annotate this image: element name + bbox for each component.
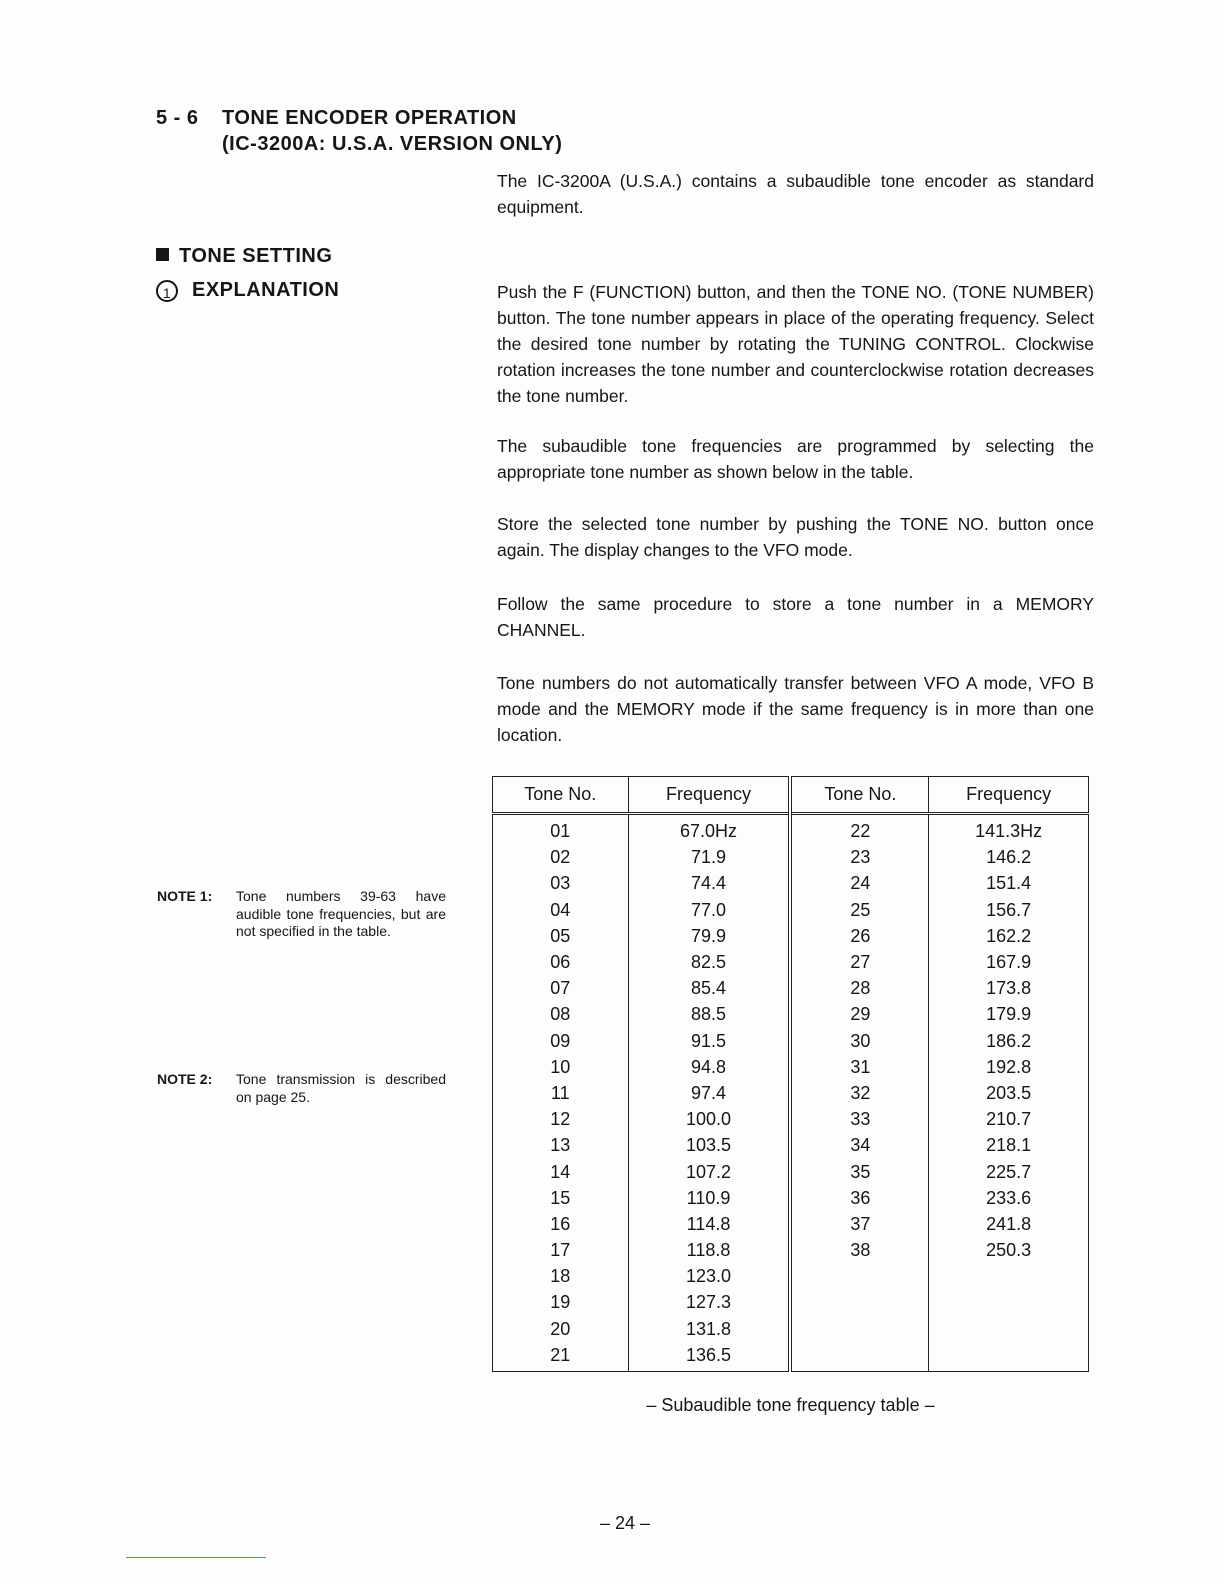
- section-number: 5 - 6: [156, 107, 199, 129]
- frequency-cell: 114.8: [628, 1211, 790, 1237]
- frequency-cell: 97.4: [628, 1080, 790, 1106]
- frequency-cell: 141.3Hz: [929, 814, 1089, 845]
- circled-number-icon: 1: [156, 280, 178, 302]
- frequency-cell: 85.4: [628, 975, 790, 1001]
- frequency-cell: 225.7: [929, 1158, 1089, 1184]
- frequency-cell: 71.9: [628, 844, 790, 870]
- footer-rule: [126, 1557, 266, 1558]
- paragraph-5: Tone numbers do not automatically transfer between VFO A mode, VFO B mode and the MEMORY mode if the same frequency is in more than one location.: [497, 673, 1094, 745]
- frequency-cell: 233.6: [929, 1185, 1089, 1211]
- tone-no-cell: 17: [493, 1237, 629, 1263]
- table-row: [493, 1132, 1089, 1158]
- table-row: [493, 1237, 1089, 1263]
- tone-no-cell: 38: [790, 1237, 928, 1263]
- tone-no-cell: [790, 1289, 928, 1315]
- tone-no-cell: 35: [790, 1158, 928, 1184]
- square-bullet-icon: [156, 248, 169, 261]
- table-row: [493, 1263, 1089, 1289]
- table-row: [493, 897, 1089, 923]
- tone-no-cell: [790, 1263, 928, 1289]
- tone-no-cell: 06: [493, 949, 629, 975]
- table-row: [493, 1316, 1089, 1342]
- frequency-cell: 118.8: [628, 1237, 790, 1263]
- table-caption: – Subaudible tone frequency table –: [646, 1395, 935, 1415]
- frequency-cell: 146.2: [929, 844, 1089, 870]
- frequency-cell: 131.8: [628, 1316, 790, 1342]
- table-row: [493, 844, 1089, 870]
- note-2-label: NOTE 2:: [157, 1071, 213, 1087]
- tone-no-cell: 10: [493, 1054, 629, 1080]
- tone-no-cell: 29: [790, 1001, 928, 1027]
- tone-setting-heading: [156, 245, 332, 268]
- frequency-cell: 103.5: [628, 1132, 790, 1158]
- table-body: [493, 814, 1089, 1372]
- frequency-cell: 203.5: [929, 1080, 1089, 1106]
- frequency-cell: 218.1: [929, 1132, 1089, 1158]
- note-1-text: Tone numbers 39-63 have audible tone frequencies, but are not specified in the table.: [236, 888, 446, 939]
- frequency-cell: 162.2: [929, 923, 1089, 949]
- tone-no-cell: 02: [493, 844, 629, 870]
- table-row: [493, 870, 1089, 896]
- frequency-cell: 100.0: [628, 1106, 790, 1132]
- table-row: [493, 923, 1089, 949]
- frequency-cell: 77.0: [628, 897, 790, 923]
- table-row: [493, 1080, 1089, 1106]
- paragraph-3: Store the selected tone number by pushing the TONE NO. button once again. The display changes to the VFO mode.: [497, 514, 1094, 560]
- frequency-cell: [929, 1289, 1089, 1315]
- paragraph-2: The subaudible tone frequencies are programmed by selecting the appropriate tone number as shown below in the table.: [497, 436, 1094, 482]
- frequency-cell: 107.2: [628, 1158, 790, 1184]
- frequency-cell: 241.8: [929, 1211, 1089, 1237]
- tone-no-cell: 30: [790, 1028, 928, 1054]
- frequency-cell: 123.0: [628, 1263, 790, 1289]
- table-row: [493, 1289, 1089, 1315]
- frequency-cell: [929, 1316, 1089, 1342]
- header-frequency-right: Frequency: [929, 777, 1089, 814]
- frequency-cell: 127.3: [628, 1289, 790, 1315]
- frequency-cell: 192.8: [929, 1054, 1089, 1080]
- note-2: [157, 1071, 446, 1106]
- table-row: [493, 1158, 1089, 1184]
- tone-no-cell: 26: [790, 923, 928, 949]
- frequency-cell: [929, 1342, 1089, 1372]
- frequency-cell: 79.9: [628, 923, 790, 949]
- frequency-cell: 167.9: [929, 949, 1089, 975]
- tone-no-cell: 25: [790, 897, 928, 923]
- tone-no-cell: 09: [493, 1028, 629, 1054]
- tone-no-cell: 12: [493, 1106, 629, 1132]
- tone-no-cell: 23: [790, 844, 928, 870]
- table-row: [493, 1342, 1089, 1372]
- frequency-cell: 67.0Hz: [628, 814, 790, 845]
- table-row: [493, 1185, 1089, 1211]
- intro-paragraph: The IC-3200A (U.S.A.) contains a subaudible tone encoder as standard equipment.: [497, 171, 1094, 217]
- tone-frequency-table: [492, 776, 1089, 1372]
- frequency-cell: 94.8: [628, 1054, 790, 1080]
- tone-no-cell: 33: [790, 1106, 928, 1132]
- tone-no-cell: 11: [493, 1080, 629, 1106]
- frequency-cell: 110.9: [628, 1185, 790, 1211]
- table-row: [493, 814, 1089, 845]
- frequency-cell: 91.5: [628, 1028, 790, 1054]
- tone-no-cell: 04: [493, 897, 629, 923]
- frequency-cell: 82.5: [628, 949, 790, 975]
- tone-no-cell: [790, 1316, 928, 1342]
- note-2-text: Tone transmission is described on page 25.: [236, 1071, 446, 1105]
- frequency-cell: 74.4: [628, 870, 790, 896]
- frequency-cell: 186.2: [929, 1028, 1089, 1054]
- tone-no-cell: 20: [493, 1316, 629, 1342]
- table-row: [493, 949, 1089, 975]
- table-row: [493, 975, 1089, 1001]
- tone-no-cell: 31: [790, 1054, 928, 1080]
- table-header-row: [493, 777, 1089, 814]
- table-row: [493, 1028, 1089, 1054]
- tone-no-cell: 05: [493, 923, 629, 949]
- tone-no-cell: 01: [493, 814, 629, 845]
- tone-no-cell: 37: [790, 1211, 928, 1237]
- tone-no-cell: 18: [493, 1263, 629, 1289]
- tone-no-cell: 27: [790, 949, 928, 975]
- tone-setting-label: TONE SETTING: [179, 245, 333, 267]
- tone-no-cell: 36: [790, 1185, 928, 1211]
- frequency-cell: [929, 1263, 1089, 1289]
- header-frequency-left: Frequency: [628, 777, 790, 814]
- frequency-cell: 88.5: [628, 1001, 790, 1027]
- table-row: [493, 1054, 1089, 1080]
- tone-no-cell: 21: [493, 1342, 629, 1372]
- frequency-cell: 151.4: [929, 870, 1089, 896]
- frequency-cell: 173.8: [929, 975, 1089, 1001]
- tone-no-cell: 16: [493, 1211, 629, 1237]
- tone-no-cell: 03: [493, 870, 629, 896]
- section-subtitle: (IC-3200A: U.S.A. VERSION ONLY): [222, 133, 563, 155]
- tone-no-cell: 07: [493, 975, 629, 1001]
- table-row: [493, 1106, 1089, 1132]
- note-1-label: NOTE 1:: [157, 888, 213, 904]
- tone-no-cell: 14: [493, 1158, 629, 1184]
- tone-no-cell: 22: [790, 814, 928, 845]
- paragraph-4: Follow the same procedure to store a tone number in a MEMORY CHANNEL.: [497, 594, 1094, 640]
- tone-no-cell: 08: [493, 1001, 629, 1027]
- note-1: [157, 888, 446, 941]
- frequency-cell: 250.3: [929, 1237, 1089, 1263]
- frequency-cell: 179.9: [929, 1001, 1089, 1027]
- section-title: TONE ENCODER OPERATION: [222, 107, 517, 129]
- tone-no-cell: 34: [790, 1132, 928, 1158]
- tone-no-cell: [790, 1342, 928, 1372]
- frequency-cell: 210.7: [929, 1106, 1089, 1132]
- tone-no-cell: 32: [790, 1080, 928, 1106]
- tone-no-cell: 28: [790, 975, 928, 1001]
- explanation-label: EXPLANATION: [192, 279, 340, 301]
- paragraph-1: Push the F (FUNCTION) button, and then the TONE NO. (TONE NUMBER) button. The tone number appears in place of the operating frequency. Select the desired tone number by rotating the TUNING CONTROL. Clockwise rotation increases the tone number and counterclockwise rotation decreases the tone number.: [497, 282, 1094, 406]
- frequency-cell: 136.5: [628, 1342, 790, 1372]
- frequency-cell: 156.7: [929, 897, 1089, 923]
- tone-no-cell: 19: [493, 1289, 629, 1315]
- tone-no-cell: 13: [493, 1132, 629, 1158]
- header-tone-no-left: Tone No.: [493, 777, 629, 814]
- explanation-heading: [156, 279, 339, 302]
- table-row: [493, 1001, 1089, 1027]
- header-tone-no-right: Tone No.: [790, 777, 928, 814]
- tone-no-cell: 24: [790, 870, 928, 896]
- tone-no-cell: 15: [493, 1185, 629, 1211]
- page-number: – 24 –: [599, 1513, 651, 1533]
- table-row: [493, 1211, 1089, 1237]
